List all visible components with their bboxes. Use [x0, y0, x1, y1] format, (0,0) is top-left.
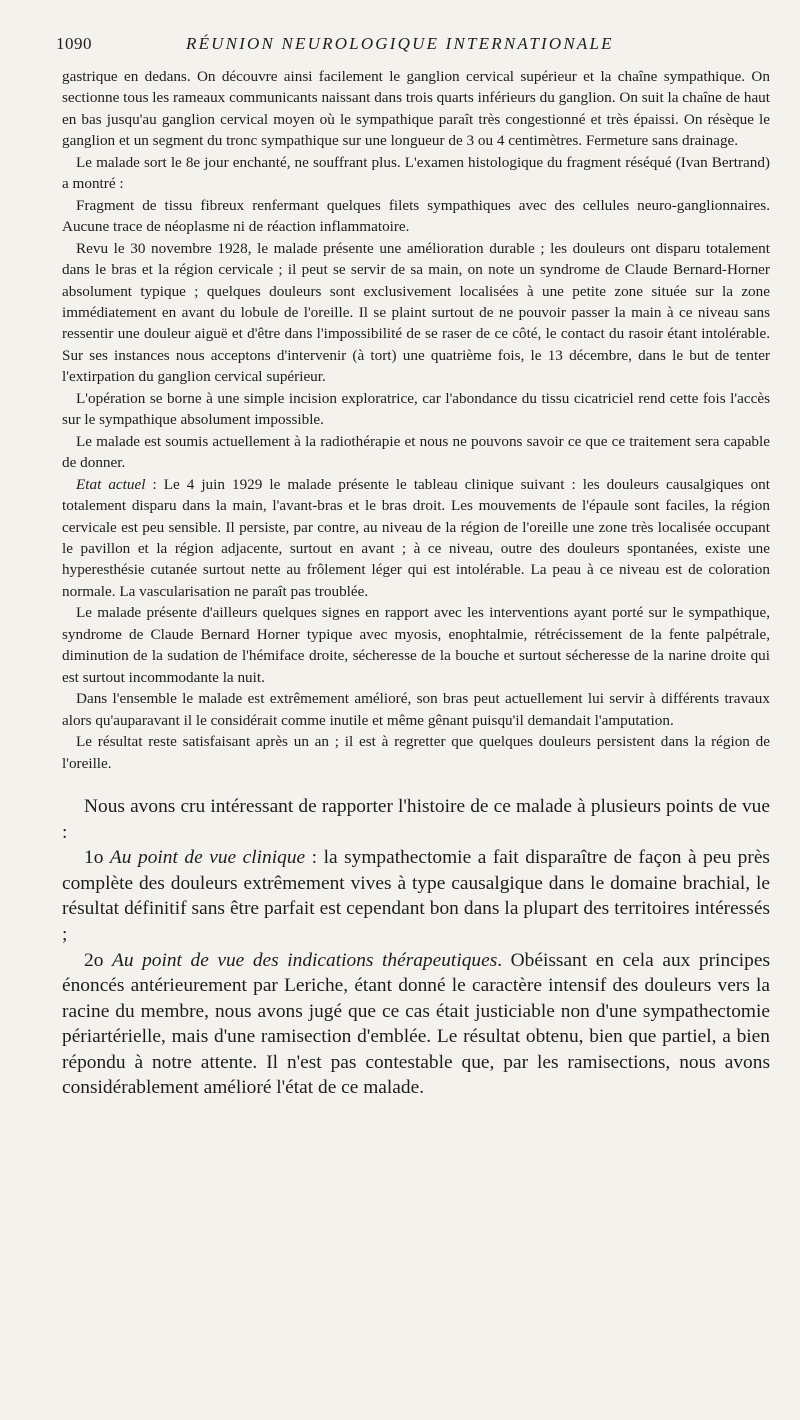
therapeutic-point-number: 2o	[84, 949, 104, 971]
page-header	[56, 34, 770, 66]
paragraph-discussion-intro: Nous avons cru intéressant de rapporter l'histoire de ce malade à plusieurs points de vue :	[62, 795, 770, 843]
therapeutic-point-text: . Obéissant en cela aux principes énoncés antérieurement par Leriche, étant donné le caractère intensif des douleurs vers la racine du membre, nous avons jugé que ce cas était justiciable non d'une sympathectomie périartérielle, mais d'une ramisection d'emblée. Le résultat obtenu, bien que partiel, a bien répondu à notre attente. Il n'est pas contestable que, par les ramisections, nous avons considérablement amélioré l'état de ce malade.	[62, 949, 770, 1099]
clinical-point-text: : la sympathectomie a fait disparaître de façon à peu près complète des douleurs extrêmement vives à type causalgique dans le domaine brachial, le résultat définitif sans être parfait est cependant bon dans la plupart des territoires intéressés ;	[62, 847, 770, 945]
paragraph-current-state	[62, 474, 770, 603]
paragraph-horner-signs: Le malade présente d'ailleurs quelques signes en rapport avec les interventions ayant porté sur le sympathique, syndrome de Claude Bernard Horner typique avec myosis, enophtalmie, rétrécissement de la fente palpétrale, diminution de la sudation de l'hémiface droite, sécheresse de la bouche et surtout sécheresse de la narine droite qui est surtout incommodante la nuit.	[62, 604, 770, 686]
discussion-text	[62, 794, 770, 1101]
clinical-point-number: 1o	[84, 847, 104, 869]
clinical-point-lead: Au point de vue clinique	[109, 847, 306, 869]
therapeutic-point-lead: Au point de vue des indications thérapeutiques	[111, 949, 498, 971]
page-number: 1090	[56, 34, 92, 53]
paragraph-exploratory-incision: L'opération se borne à une simple incision exploratrice, car l'abondance du tissu cicatriciel rend cette fois l'accès sur le sympathique absolument impossible.	[62, 389, 770, 429]
paragraph-discharge: Le malade sort le 8e jour enchanté, ne souffrant plus. L'examen histologique du fragment réséqué (Ivan Bertrand) a montré :	[62, 153, 770, 193]
current-state-text: : Le 4 juin 1929 le malade présente le tableau clinique suivant : les douleurs causalgiques ont totalement disparu dans la main, l'avant-bras et le bras droit. Les mouvements de l'épaule sont faciles, la région cervicale est peu sensible. Il persiste, par contre, au niveau de la région de l'oreille une zone très localisée occupant le pavillon et la région adjacente, surtout en avant ; à ce niveau, outre des douleurs spontanées, existe une hyperesthésie cutanée surtout nette au frôlement léger qui est intolérable. La peau à ce niveau est de coloration normale. La vascularisation ne paraît pas troublée.	[62, 475, 770, 600]
case-report-text	[62, 66, 770, 774]
current-state-lead: Etat actuel	[76, 475, 146, 493]
paragraph-follow-up: Revu le 30 novembre 1928, le malade présente une amélioration durable ; les douleurs ont disparu totalement dans le bras et la région cervicale ; il peut se servir de sa main, on note un syndrome de Claude Bernard-Horner absolument typique ; quelques douleurs sont exclusivement localisées à une petite zone située sur la zone immédiatement en avant du lobule de l'oreille. Il se plaint surtout de ne pouvoir passer la main à ce niveau sans ressentir une douleur aiguë et d'être dans l'impossibilité de se raser de ce côté, le contact du rasoir étant intolérable. Sur ses instances nous acceptons d'intervenir (à tort) une quatrième fois, le 13 décembre, dans le but de tenter l'extirpation du ganglion cervical supérieur.	[62, 239, 770, 386]
paragraph-overall-improvement: Dans l'ensemble le malade est extrêmement amélioré, son bras peut actuellement lui servir à différents travaux alors qu'auparavant il le considérait comme inutile et même gênant puisqu'il demandait l'amputation.	[62, 690, 770, 729]
paragraph-histology: Fragment de tissu fibreux renfermant quelques filets sympathiques avec des cellules neuro-ganglionnaires. Aucune trace de néoplasme ni de réaction inflammatoire.	[62, 196, 770, 236]
paragraph-clinical-point	[62, 845, 770, 947]
paragraph-operation: gastrique en dedans. On découvre ainsi facilement le ganglion cervical supérieur et la chaîne sympathique. On sectionne tous les rameaux communicants naissant dans trois quarts inférieurs du ganglion. On suit la chaîne de haut en bas jusqu'au ganglion cervical moyen où le sympathique paraît très congestionné et très épaissi. On résèque le ganglion et un segment du tronc sympathique sur une longueur de 3 ou 4 centimètres. Fermeture sans drainage.	[62, 68, 770, 150]
paragraph-result: Le résultat reste satisfaisant après un an ; il est à regretter que quelques douleurs persistent dans la région de l'oreille.	[62, 733, 770, 772]
paragraph-radiotherapy: Le malade est soumis actuellement à la radiothérapie et nous ne pouvons savoir ce que ce traitement sera capable de donner.	[62, 432, 770, 472]
page	[56, 34, 770, 1101]
running-title: RÉUNION NEUROLOGIQUE INTERNATIONALE	[186, 34, 614, 53]
paragraph-therapeutic-point	[62, 948, 770, 1102]
